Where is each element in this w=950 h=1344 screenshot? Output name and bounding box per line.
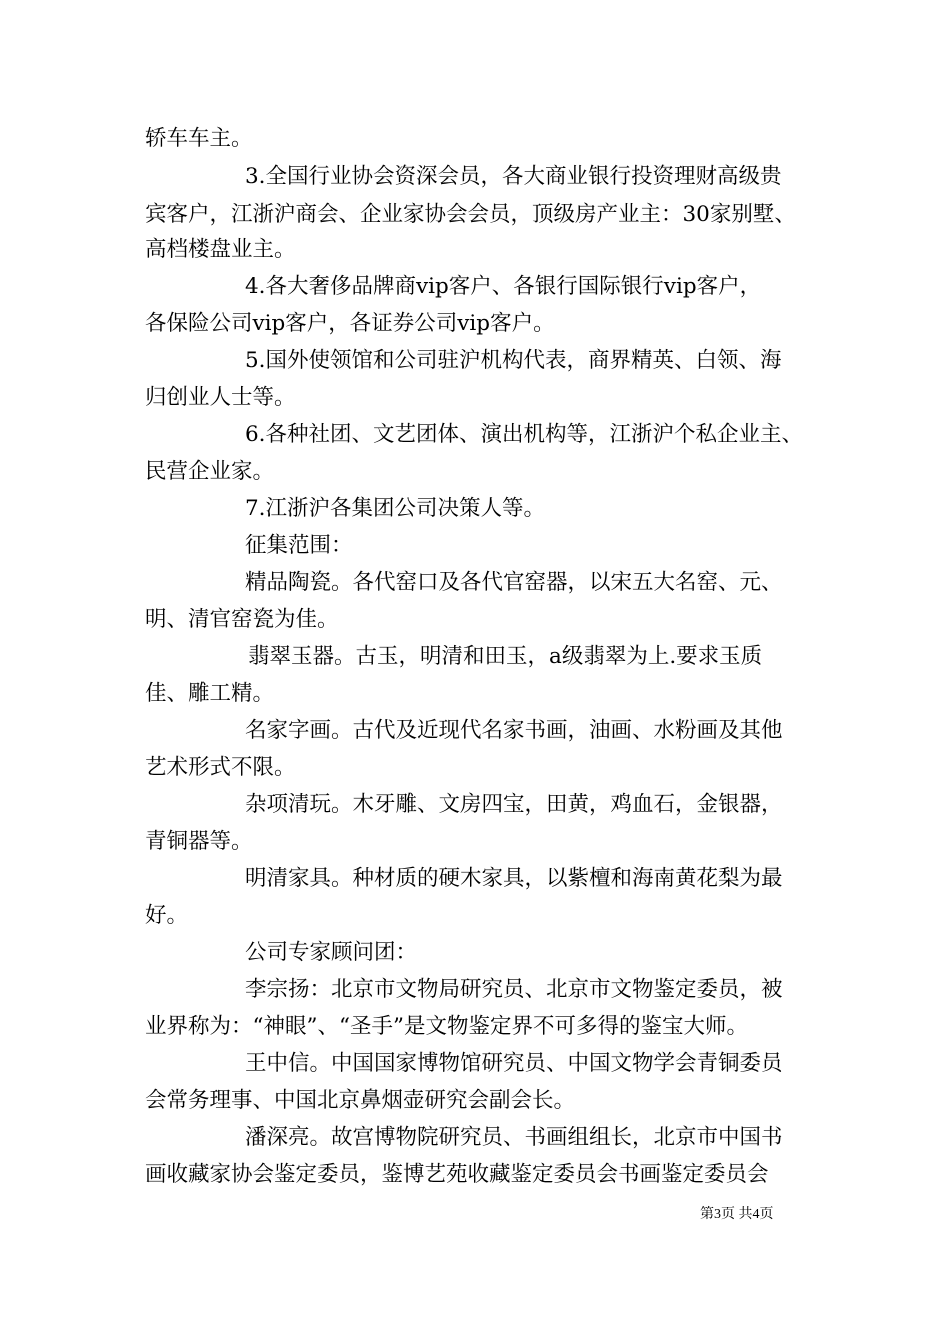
text-line-2: 3.全国行业协会资深会员，各大商业银行投资理财高级贵 xyxy=(245,164,782,189)
text-line-18: 艺术形式不限。 xyxy=(145,755,296,780)
text-line-11: 7.江浙沪各集团公司决策人等。 xyxy=(245,496,546,521)
text-line-7: 5.国外使领馆和公司驻沪机构代表，商界精英、白领、海 xyxy=(245,348,782,373)
text-line-23: 公司专家顾问团： xyxy=(245,940,418,965)
text-line-9: 6.各种社团、文艺团体、演出机构等，江浙沪个私企业主、 xyxy=(245,422,804,447)
text-line-29: 画收藏家协会鉴定委员，鉴博艺苑收藏鉴定委员会书画鉴定委员会 xyxy=(145,1162,769,1187)
text-line-27: 会常务理事、中国北京鼻烟壶研究会副会长。 xyxy=(145,1088,576,1113)
page-number-footer: 第3页 共4页 xyxy=(700,1207,774,1222)
text-line-25: 业界称为：“神眼”、“圣手”是文物鉴定界不可多得的鉴宝大师。 xyxy=(145,1014,748,1039)
text-line-12: 征集范围： xyxy=(245,533,353,558)
text-line-20: 青铜器等。 xyxy=(145,829,253,854)
text-line-22: 好。 xyxy=(145,903,189,928)
text-line-15: 翡翠玉器。古玉，明清和田玉，a级翡翠为上.要求玉质 xyxy=(248,644,763,669)
text-line-24: 李宗扬：北京市文物局研究员、北京市文物鉴定委员，被 xyxy=(245,977,783,1002)
text-line-5: 4.各大奢侈品牌商vip客户、各银行国际银行vip客户， xyxy=(245,274,762,299)
text-line-14: 明、清官窑瓷为佳。 xyxy=(145,607,339,632)
text-line-13: 精品陶瓷。各代窑口及各代官窑器，以宋五大名窑、元、 xyxy=(245,570,783,595)
text-line-21: 明清家具。种材质的硬木家具，以紫檀和海南黄花梨为最 xyxy=(245,866,783,891)
text-line-3: 宾客户，江浙沪商会、企业家协会会员，顶级房产业主：30家别墅、 xyxy=(145,202,796,227)
text-line-10: 民营企业家。 xyxy=(145,459,275,484)
text-line-1: 轿车车主。 xyxy=(145,126,253,151)
text-line-6: 各保险公司vip客户，各证券公司vip客户。 xyxy=(145,311,555,336)
text-line-28: 潘深亮。故宫博物院研究员、书画组组长，北京市中国书 xyxy=(245,1125,783,1150)
text-line-17: 名家字画。古代及近现代名家书画，油画、水粉画及其他 xyxy=(245,718,783,743)
text-line-26: 王中信。中国国家博物馆研究员、中国文物学会青铜委员 xyxy=(245,1051,783,1076)
text-line-4: 高档楼盘业主。 xyxy=(145,237,296,262)
text-line-8: 归创业人士等。 xyxy=(145,385,296,410)
text-line-19: 杂项清玩。木牙雕、文房四宝，田黄，鸡血石，金银器， xyxy=(245,792,783,817)
text-line-16: 佳、雕工精。 xyxy=(145,681,275,706)
